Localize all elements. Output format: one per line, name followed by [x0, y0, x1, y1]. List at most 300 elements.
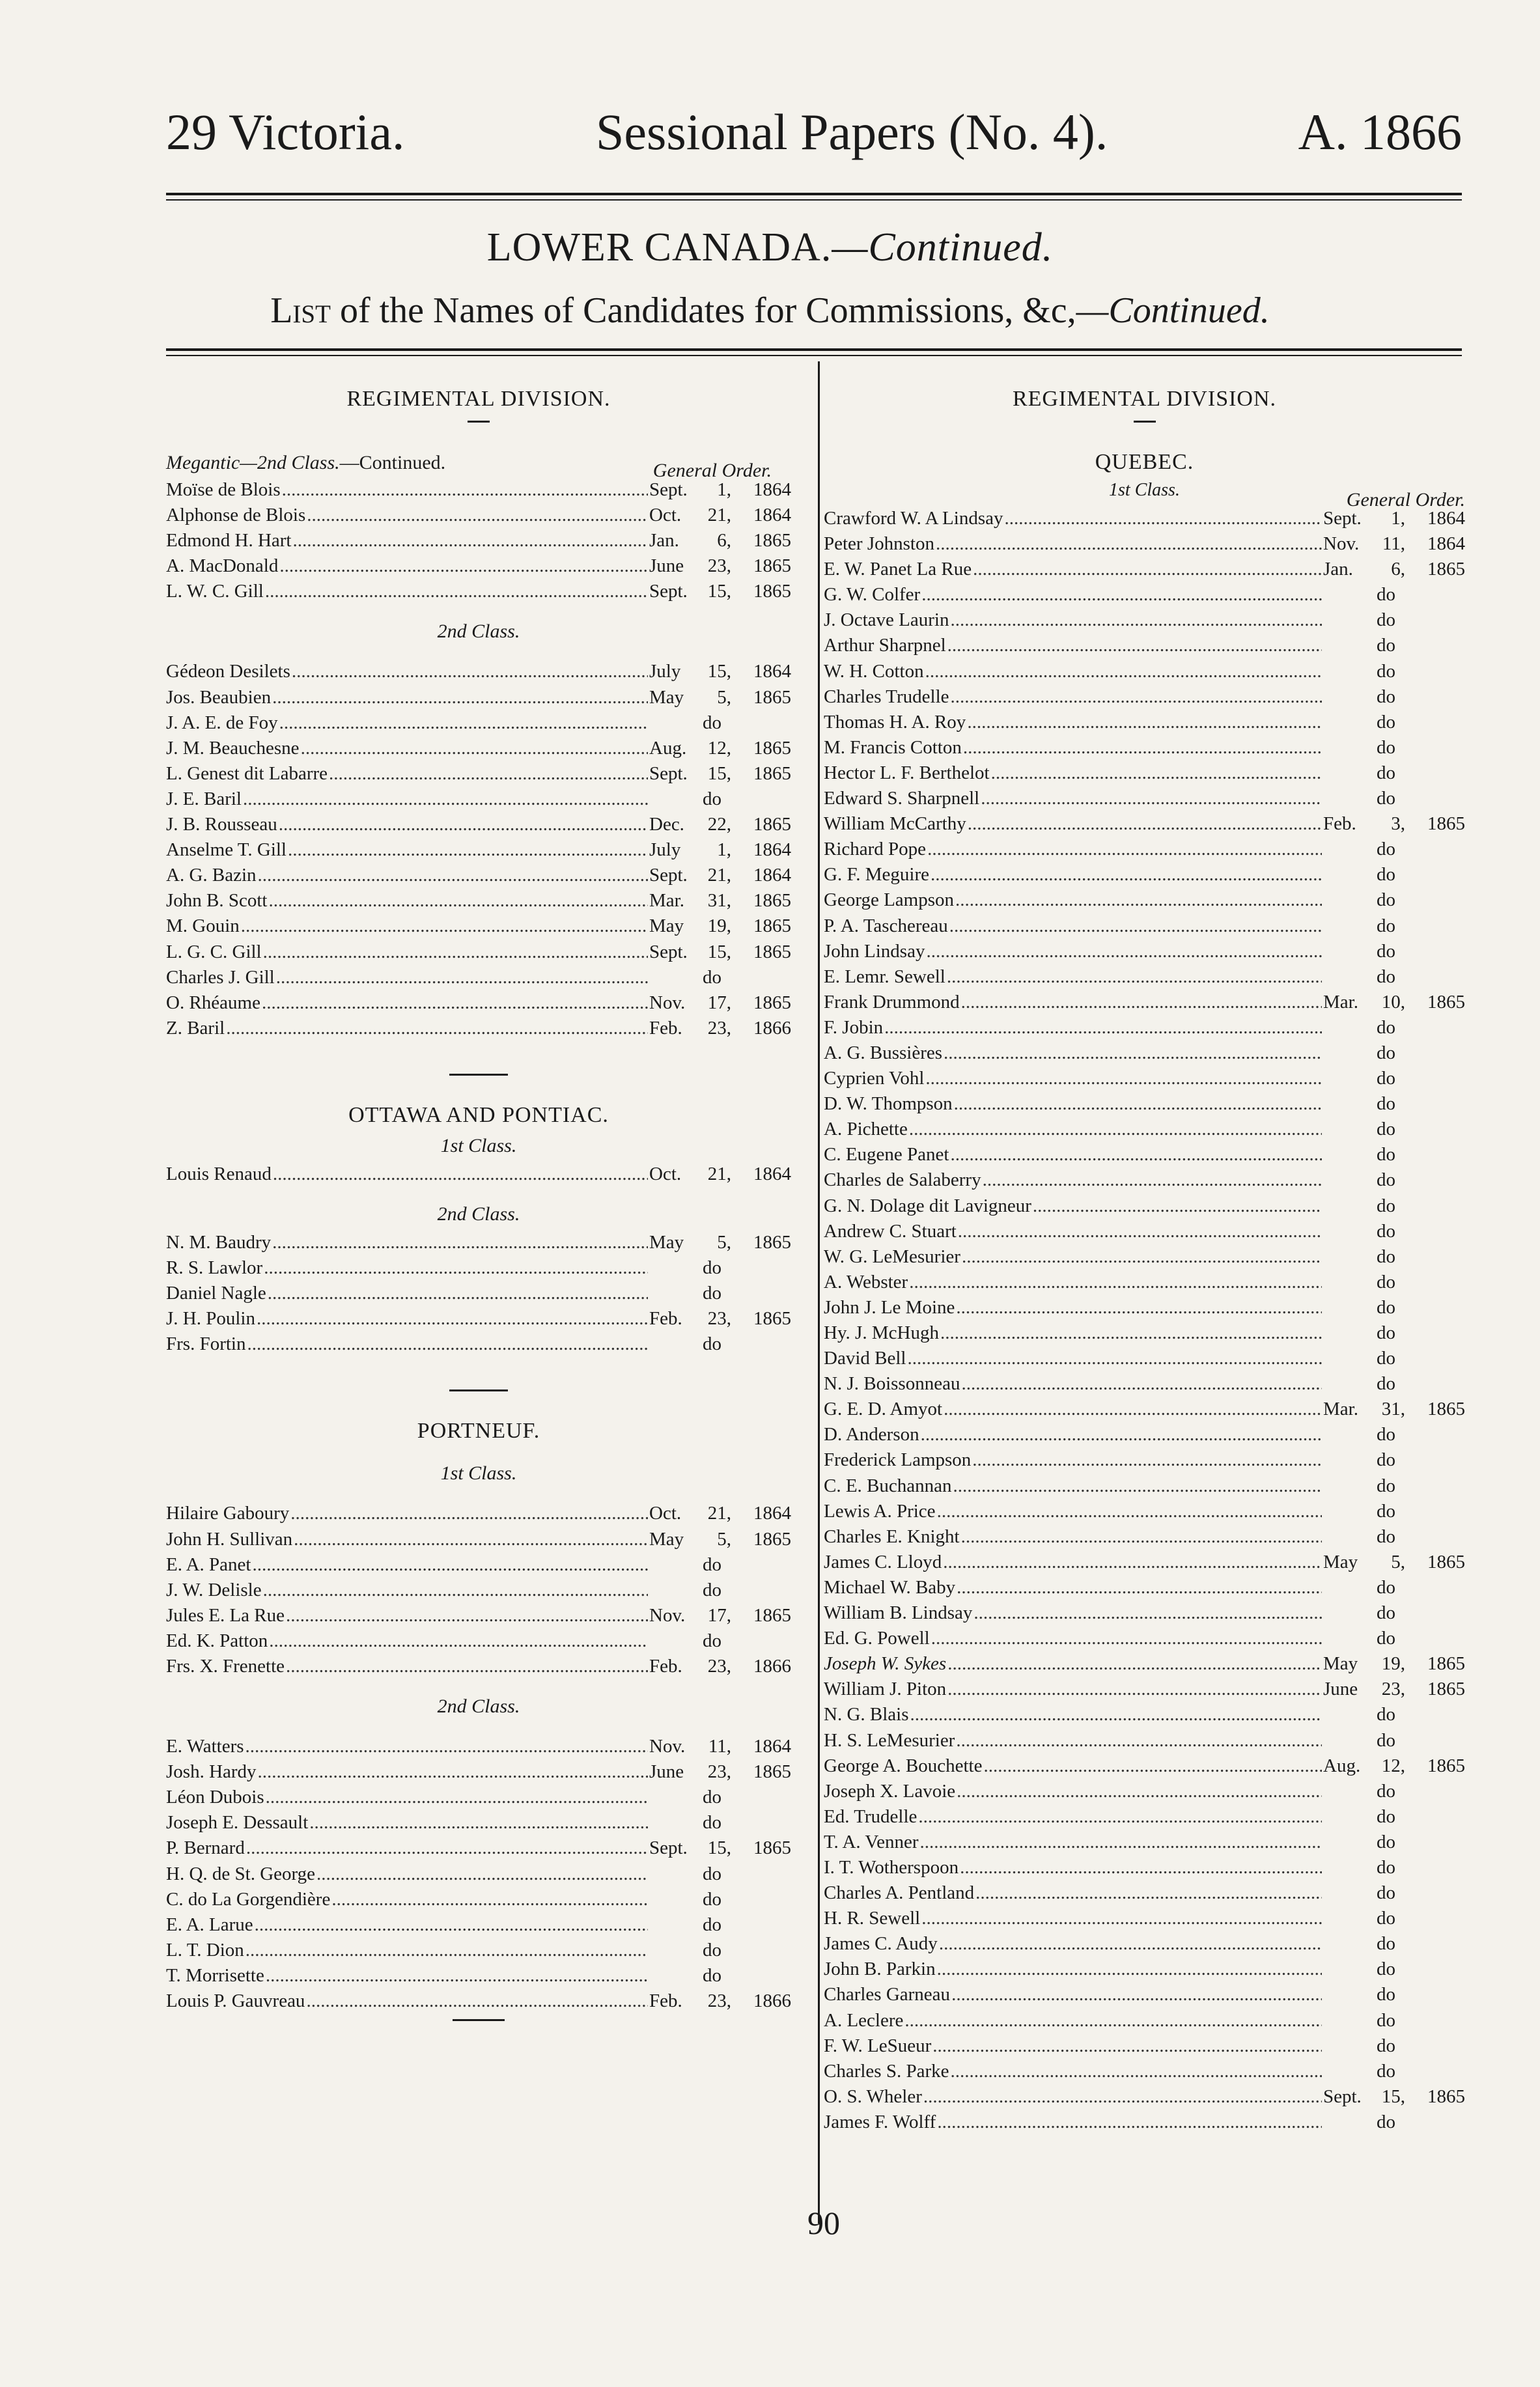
ditto-mark: do: [1377, 1322, 1395, 1343]
candidate-name: L. G. C. Gill: [166, 941, 262, 962]
order-day: 15,: [707, 762, 731, 784]
list-item: [824, 1499, 1465, 1524]
candidate-name: P. A. Taschereau: [824, 915, 948, 936]
order-year: 1865: [753, 530, 791, 551]
order-day: 23,: [707, 1990, 731, 2012]
leader-dots: [921, 1422, 1322, 1447]
ditto-mark: do: [1377, 1296, 1395, 1318]
heading-dash: [1134, 421, 1156, 423]
order-day: 12,: [707, 737, 731, 759]
portneuf-class1-list: [166, 1501, 791, 1679]
leader-dots: [294, 1527, 648, 1552]
order-year: 1865: [1427, 813, 1465, 835]
header-rule-bottom: [166, 199, 1462, 201]
list-item: [824, 1728, 1465, 1753]
portneuf-class1: 1st Class.: [440, 1462, 517, 1485]
list-item: [824, 1957, 1465, 1982]
list-item: [166, 965, 791, 990]
list-item: [824, 735, 1465, 761]
page-title: [0, 225, 1540, 271]
order-year: 1865: [1427, 1551, 1465, 1572]
list-item: [824, 1906, 1465, 1931]
leader-dots: [286, 1654, 648, 1679]
ditto-mark: do: [1377, 1195, 1395, 1216]
list-item: [166, 1162, 791, 1187]
candidate-name: G. F. Meguire: [824, 864, 929, 886]
megantic-subhead: [166, 449, 791, 481]
candidate-name: E. W. Panet La Rue: [824, 559, 972, 580]
order-year: 1865: [1427, 1755, 1465, 1776]
ditto-mark: do: [1377, 1348, 1395, 1369]
list-item: [824, 1550, 1465, 1575]
leader-dots: [950, 1142, 1322, 1167]
list-item: [166, 1912, 791, 1938]
list-item: [824, 1270, 1465, 1295]
portneuf-class2: 2nd Class.: [437, 1696, 520, 1718]
list-item: [166, 1332, 791, 1357]
order-day: 1,: [1391, 508, 1405, 529]
candidate-name: Richard Pope: [824, 839, 927, 860]
leader-dots: [262, 990, 648, 1016]
list-item: [824, 1600, 1465, 1626]
candidate-name: F. W. LeSueur: [824, 2035, 932, 2056]
candidate-name: John H. Sullivan: [166, 1528, 293, 1550]
left-column: [166, 384, 791, 2028]
order-year: 1864: [753, 1503, 791, 1524]
header-session: 29 Victoria.: [166, 104, 405, 160]
candidate-name: Crawford W. A Lindsay: [824, 508, 1003, 529]
leader-dots: [273, 1162, 648, 1187]
leader-dots: [937, 2110, 1322, 2135]
candidate-name: J. B. Rousseau: [166, 814, 277, 835]
order-day: 5,: [717, 686, 731, 708]
candidate-name: J. W. Delisle: [166, 1579, 262, 1600]
candidate-name: J. Octave Laurin: [824, 609, 949, 631]
order-year: 1865: [753, 915, 791, 937]
list-item: [166, 659, 791, 684]
list-item: [824, 1880, 1465, 1906]
ditto-mark: do: [1377, 1169, 1395, 1191]
order-day: 23,: [707, 1308, 731, 1330]
order-day: 17,: [707, 1604, 731, 1626]
order-year: 1865: [1427, 1653, 1465, 1675]
ditto-mark: do: [1377, 1729, 1395, 1751]
order-day: 21,: [707, 505, 731, 526]
leader-dots: [268, 1281, 648, 1306]
leader-dots: [226, 1016, 648, 1041]
leader-dots: [279, 812, 648, 837]
ditto-mark: do: [1377, 1093, 1395, 1115]
leader-dots: [961, 990, 1322, 1015]
candidate-name: E. Watters: [166, 1736, 244, 1757]
list-item: [824, 2059, 1465, 2084]
ottawa-class2: 2nd Class.: [437, 1203, 520, 1225]
list-item: [166, 1230, 791, 1255]
order-month: Feb.: [649, 1017, 682, 1039]
order-year: 1865: [1427, 2086, 1465, 2107]
ditto-mark: do: [1377, 1908, 1395, 1929]
leader-dots: [1033, 1194, 1322, 1219]
candidate-name: Daniel Nagle: [166, 1283, 266, 1304]
candidate-name: Edmond H. Hart: [166, 530, 292, 551]
ditto-mark: do: [703, 1939, 721, 1961]
leader-dots: [884, 1015, 1322, 1040]
list-item: [166, 1734, 791, 1759]
leader-dots: [954, 1091, 1322, 1117]
order-month: May: [649, 686, 684, 708]
leader-dots: [937, 1957, 1322, 1982]
order-day: 12,: [1381, 1755, 1405, 1776]
list-item: [824, 1015, 1465, 1040]
order-month: Sept.: [649, 479, 688, 500]
leader-dots: [957, 1575, 1322, 1600]
order-month: Sept.: [649, 941, 688, 962]
ditto-mark: do: [1377, 788, 1395, 809]
list-item: [824, 811, 1465, 837]
title-main: LOWER CANADA.: [486, 225, 832, 270]
page-subtitle: [0, 290, 1540, 331]
list-item: [824, 1779, 1465, 1804]
leader-dots: [955, 887, 1322, 913]
ditto-mark: do: [1377, 1959, 1395, 1980]
list-item: [166, 503, 791, 528]
order-month: Sept.: [649, 581, 688, 602]
header-sessional-papers: Sessional Papers (No. 4).: [596, 104, 1108, 160]
list-item: [166, 1654, 791, 1679]
order-month: Sept.: [649, 762, 688, 784]
candidate-name: O. S. Wheler: [824, 2086, 922, 2107]
list-item: [824, 1346, 1465, 1371]
leader-dots: [923, 2084, 1322, 2110]
list-item: [166, 1578, 791, 1603]
list-item: [166, 1628, 791, 1654]
leader-dots: [951, 1982, 1322, 2007]
list-item: [824, 1753, 1465, 1779]
order-month: Nov.: [649, 992, 686, 1013]
order-year: 1865: [1427, 559, 1465, 580]
list-item: [166, 1527, 791, 1552]
leader-dots: [947, 964, 1322, 990]
list-item: [166, 1989, 791, 2014]
ditto-mark: do: [1377, 1628, 1395, 1649]
general-order-label: General Order.: [1346, 489, 1465, 510]
order-year: 1865: [753, 1837, 791, 1859]
order-month: May: [649, 915, 684, 937]
candidate-name: Alphonse de Blois: [166, 505, 306, 526]
leader-dots: [288, 837, 648, 863]
candidate-name: James C. Audy: [824, 1933, 938, 1955]
order-day: 21,: [707, 1163, 731, 1184]
candidate-name: Hilaire Gaboury: [166, 1503, 290, 1524]
order-day: 15,: [707, 1837, 731, 1859]
list-item: [824, 1804, 1465, 1830]
order-month: Aug.: [649, 737, 687, 759]
general-order-label: General Order.: [652, 460, 772, 481]
list-item: [824, 837, 1465, 862]
ditto-mark: do: [1377, 1984, 1395, 2005]
candidate-name: D. W. Thompson: [824, 1093, 953, 1115]
ditto-mark: do: [703, 966, 721, 988]
ditto-mark: do: [703, 1812, 721, 1834]
list-item: [824, 1320, 1465, 1346]
ditto-mark: do: [1377, 940, 1395, 962]
leader-dots: [292, 659, 648, 684]
list-item: [824, 1371, 1465, 1397]
order-day: 19,: [707, 915, 731, 937]
ditto-mark: do: [1377, 1602, 1395, 1624]
leader-dots: [309, 1810, 648, 1836]
leader-dots: [983, 1167, 1322, 1193]
leader-dots: [246, 1836, 648, 1861]
leader-dots: [972, 1447, 1322, 1473]
candidate-name: E. A. Panet: [166, 1554, 251, 1575]
ditto-mark: do: [1377, 2035, 1395, 2056]
order-day: 5,: [717, 1231, 731, 1253]
leader-dots: [944, 1040, 1322, 1066]
candidate-name: David Bell: [824, 1348, 906, 1369]
leader-dots: [983, 1753, 1322, 1779]
candidate-name: L. W. C. Gill: [166, 581, 264, 602]
list-item: [824, 990, 1465, 1015]
order-month: June: [1323, 1679, 1358, 1700]
candidate-name: O. Rhéaume: [166, 992, 260, 1013]
candidate-name: Joseph X. Lavoie: [824, 1780, 956, 1802]
candidate-name: Andrew C. Stuart: [824, 1220, 957, 1242]
leader-dots: [258, 1759, 648, 1785]
order-day: 23,: [707, 1017, 731, 1039]
order-day: 23,: [1381, 1679, 1405, 1700]
list-item: [166, 761, 791, 787]
candidate-name: Z. Baril: [166, 1017, 225, 1039]
order-month: Feb.: [649, 1308, 682, 1330]
list-item: [824, 1295, 1465, 1320]
order-month: Sept.: [1323, 508, 1362, 529]
order-day: 1,: [717, 479, 731, 500]
leader-dots: [316, 1862, 648, 1887]
ditto-mark: do: [1377, 1704, 1395, 1725]
candidate-name: Léon Dubois: [166, 1787, 264, 1808]
ditto-mark: do: [1377, 1526, 1395, 1547]
list-item: [824, 582, 1465, 607]
order-day: 19,: [1381, 1653, 1405, 1675]
ditto-mark: do: [1377, 1576, 1395, 1598]
leader-dots: [931, 1626, 1322, 1651]
order-month: Feb.: [1323, 813, 1356, 835]
order-day: 6,: [717, 530, 731, 551]
order-month: Mar.: [1323, 991, 1358, 1012]
list-item: [166, 787, 791, 812]
leader-dots: [909, 1117, 1322, 1142]
list-item: [166, 1016, 791, 1041]
candidate-name: N. J. Boissonneau: [824, 1373, 960, 1395]
candidate-name: A. G. Bazin: [166, 865, 257, 886]
list-item: [166, 914, 791, 939]
order-day: 31,: [1381, 1399, 1405, 1420]
candidate-name: Charles S. Parke: [824, 2060, 949, 2082]
ottawa-heading: OTTAWA AND PONTIAC.: [348, 1102, 609, 1127]
candidate-name: Charles E. Knight: [824, 1526, 960, 1547]
order-year: 1865: [1427, 1399, 1465, 1420]
ditto-mark: do: [1377, 1246, 1395, 1267]
leader-dots: [1005, 506, 1323, 531]
candidate-name: Frank Drummond: [824, 991, 960, 1012]
leader-dots: [272, 685, 648, 710]
order-day: 10,: [1381, 991, 1405, 1012]
leader-dots: [243, 787, 648, 812]
order-month: Dec.: [649, 814, 684, 835]
ditto-mark: do: [1377, 2060, 1395, 2082]
subtitle-list: List: [270, 290, 331, 331]
leader-dots: [961, 1524, 1322, 1550]
list-item: [166, 1810, 791, 1836]
candidate-name: Ed. G. Powell: [824, 1628, 930, 1649]
list-item: [166, 1603, 791, 1628]
order-month: Oct.: [649, 505, 682, 526]
candidate-name: Joseph E. Dessault: [166, 1812, 309, 1834]
leader-dots: [257, 1306, 648, 1332]
right-column: [824, 384, 1465, 2135]
order-day: 11,: [1382, 533, 1405, 555]
column-divider: [818, 361, 820, 2224]
ditto-mark: do: [1377, 966, 1395, 987]
list-item: [824, 710, 1465, 735]
candidate-name: George A. Bouchette: [824, 1755, 983, 1776]
list-item: [824, 1931, 1465, 1957]
candidate-name: Cyprien Vohl: [824, 1068, 925, 1089]
ditto-mark: do: [1377, 1882, 1395, 1904]
list-item: [166, 736, 791, 761]
list-item: [166, 1862, 791, 1887]
leader-dots: [907, 1346, 1322, 1371]
ditto-mark: do: [1377, 1042, 1395, 1063]
order-year: 1866: [753, 1656, 791, 1677]
list-item: [824, 1855, 1465, 1880]
candidate-name: Jos. Beaubien: [166, 686, 272, 708]
ottawa-class1: 1st Class.: [440, 1134, 517, 1156]
order-year: 1865: [753, 941, 791, 962]
order-year: 1864: [753, 839, 791, 861]
leader-dots: [253, 1552, 649, 1578]
candidate-name: Peter Johnston: [824, 533, 934, 555]
candidate-name: C. Eugene Panet: [824, 1144, 949, 1166]
leader-dots: [932, 2033, 1322, 2059]
list-item: [166, 888, 791, 914]
leader-dots: [968, 811, 1322, 837]
candidate-name: Charles A. Pentland: [824, 1882, 975, 1904]
leader-dots: [276, 965, 648, 990]
order-month: Nov.: [1323, 533, 1360, 555]
list-item: [166, 553, 791, 579]
candidate-name: M. Francis Cotton: [824, 736, 962, 758]
candidate-name: Hector L. F. Berthelot: [824, 762, 990, 783]
leader-dots: [957, 1779, 1322, 1804]
quebec-list: [824, 506, 1465, 2135]
list-item: [824, 607, 1465, 633]
candidate-name: W. H. Cotton: [824, 660, 924, 682]
order-year: 1865: [753, 1604, 791, 1626]
header-rule-top: [166, 193, 1462, 195]
order-year: 1864: [1427, 508, 1465, 529]
order-year: 1864: [753, 661, 791, 682]
order-month: Oct.: [649, 1503, 682, 1524]
leader-dots: [263, 940, 648, 965]
list-item: [824, 1677, 1465, 1702]
order-day: 6,: [1391, 559, 1405, 580]
leader-dots: [981, 786, 1322, 811]
leader-dots: [263, 1578, 648, 1603]
leader-dots: [329, 761, 648, 787]
order-year: 1866: [753, 1017, 791, 1039]
list-item: [824, 2084, 1465, 2110]
candidate-name: P. Bernard: [166, 1837, 245, 1859]
order-month: Nov.: [649, 1604, 686, 1626]
candidate-name: T. Morrisette: [166, 1964, 264, 1986]
candidate-name: W. G. LeMesurier: [824, 1246, 960, 1267]
candidate-name: George Lampson: [824, 889, 954, 911]
leader-dots: [331, 1887, 648, 1912]
list-item: [166, 1836, 791, 1861]
candidate-name: Charles J. Gill: [166, 966, 275, 988]
list-item: [824, 964, 1465, 990]
candidate-name: H. S. LeMesurier: [824, 1729, 955, 1751]
order-day: 5,: [717, 1528, 731, 1550]
order-day: 21,: [707, 865, 731, 886]
megantic-list: [166, 477, 791, 604]
list-item: [824, 1982, 1465, 2007]
megantic-class2-list: [166, 659, 791, 1040]
ditto-mark: do: [703, 712, 721, 733]
candidate-name: Frederick Lampson: [824, 1449, 972, 1471]
order-month: Oct.: [649, 1163, 682, 1184]
candidate-name: R. S. Lawlor: [166, 1257, 263, 1279]
order-year: 1864: [753, 865, 791, 886]
leader-dots: [937, 1499, 1322, 1524]
candidate-name: William McCarthy: [824, 813, 966, 835]
list-item: [824, 1702, 1465, 1727]
list-item: [824, 659, 1465, 684]
candidate-name: John Lindsay: [824, 940, 925, 962]
left-section-heading: REGIMENTAL DIVISION.: [346, 387, 611, 411]
candidate-name: H. R. Sewell: [824, 1908, 921, 1929]
ditto-mark: do: [703, 1283, 721, 1304]
order-day: 17,: [707, 992, 731, 1013]
quebec-class-row: [824, 477, 1465, 510]
leader-dots: [926, 939, 1322, 964]
list-item: [824, 1219, 1465, 1244]
list-item: [824, 761, 1465, 786]
ditto-mark: do: [703, 1333, 721, 1355]
candidate-name: F. Jobin: [824, 1016, 884, 1038]
leader-dots: [245, 1734, 648, 1759]
order-month: May: [1323, 1653, 1358, 1675]
order-year: 1864: [1427, 533, 1465, 555]
portneuf-heading: PORTNEUF.: [417, 1419, 540, 1444]
ditto-mark: do: [1377, 1144, 1395, 1166]
leader-dots: [931, 862, 1322, 887]
ditto-mark: do: [1377, 1068, 1395, 1089]
list-item: [824, 633, 1465, 658]
ditto-mark: do: [1377, 1780, 1395, 1802]
portneuf-class2-list: [166, 1734, 791, 2014]
order-year: 1865: [753, 890, 791, 912]
order-day: 15,: [707, 941, 731, 962]
candidate-name: A. Pichette: [824, 1119, 908, 1140]
leader-dots: [975, 1880, 1322, 1906]
candidate-name: G. W. Colfer: [824, 584, 921, 606]
order-year: 1864: [753, 505, 791, 526]
candidate-name: J. H. Poulin: [166, 1308, 255, 1330]
candidate-name: J. A. E. de Foy: [166, 712, 278, 733]
